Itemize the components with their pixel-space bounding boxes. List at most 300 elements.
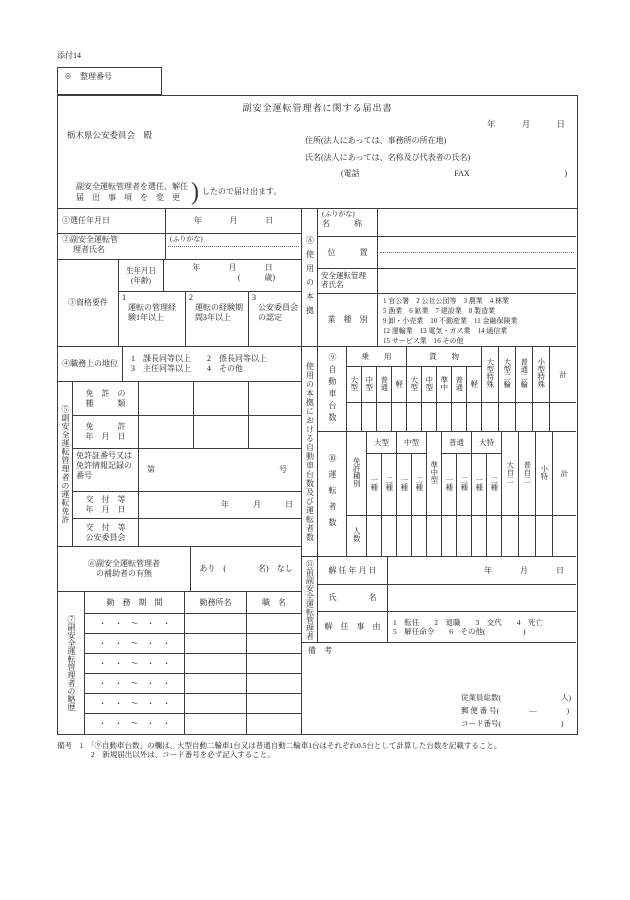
career-header-period: 勤 務 期 間	[85, 592, 185, 613]
row-appointment-date	[58, 209, 301, 234]
driver-count-vtext: ⑩運転者数	[328, 454, 337, 534]
clause-options	[76, 181, 190, 203]
note-text: 「⑨自動車台数」の欄は、大型自動二輪車1台又は普通自動二輪車1台はそれぞれ0.5台として計算した台数を記載すること。	[90, 741, 502, 750]
month-label: 月	[520, 565, 528, 575]
vtext: 二種	[459, 475, 469, 491]
career-period: ・ ・ ～ ・ ・	[85, 614, 185, 633]
former-manager-section-label	[302, 557, 318, 642]
data-cell	[457, 516, 472, 556]
year-label: 年	[487, 119, 496, 129]
label-line1: 安全運転管理	[321, 271, 366, 280]
form-grid	[58, 208, 577, 734]
base-name-field	[378, 209, 576, 236]
birthdate-ymd	[164, 263, 301, 273]
vehicles-drivers-vtext: 使用の本拠における自動車台数及び運転者数	[305, 361, 315, 542]
col-ordinary-moto2	[519, 432, 536, 516]
birthdate-field	[164, 260, 301, 291]
postal-code-field: 郵 便 番 号( — )	[461, 706, 570, 715]
col-large-special	[482, 347, 499, 403]
month-label: 月	[229, 216, 238, 225]
data-cell	[472, 516, 487, 556]
col-passenger-light	[392, 367, 407, 403]
reason-line1: 1 転任 2 退職 3 交代 4 死亡	[393, 617, 543, 627]
position-label: ④職務上の地位	[58, 347, 123, 381]
footer-notes	[57, 741, 582, 760]
notification-clause	[76, 177, 281, 207]
label-line2: 年 月 日	[85, 432, 126, 441]
vtext: 中型	[364, 375, 374, 391]
group-medium: 中型	[397, 432, 427, 454]
career-title-cell	[247, 634, 301, 653]
vtext: 二種	[384, 475, 394, 491]
career-row	[85, 674, 301, 694]
industry-label: 業 種 別	[318, 294, 378, 346]
data-cell	[422, 403, 437, 431]
former-manager-body	[318, 557, 576, 642]
data-cell	[499, 403, 516, 431]
tel-fax-line	[341, 169, 567, 179]
career-row	[85, 694, 301, 714]
code-number-field: コード番号( )	[461, 719, 564, 728]
licence-type-row	[73, 382, 301, 416]
vtext: 大型	[409, 375, 419, 391]
base-name-text: 名 称	[322, 218, 362, 228]
day-label: 日	[556, 565, 564, 575]
vtext: 小型特殊	[536, 358, 546, 389]
position-options	[123, 347, 301, 381]
vtext: 二種	[414, 475, 424, 491]
row-former-manager	[302, 557, 576, 643]
year-label: 年	[192, 263, 201, 272]
data-cell	[427, 516, 442, 556]
row-career	[58, 592, 301, 734]
note-text: 新規届出以外は、コード番号を必ず記入すること。	[102, 750, 275, 760]
vtext: 普自二	[522, 461, 532, 484]
data-cell	[397, 516, 412, 556]
vtext: 一種	[474, 475, 484, 491]
career-period: ・ ・ ～ ・ ・	[85, 654, 185, 673]
vehicle-count-vtext: ⑨自動車台数	[328, 353, 337, 425]
career-title-cell	[247, 654, 301, 673]
col-total: 計	[553, 432, 576, 516]
row-licence	[58, 382, 301, 547]
row-assistant	[58, 547, 301, 592]
vtext: 一種	[399, 475, 409, 491]
group-cargo: 貨 物	[407, 347, 482, 367]
career-office-cell	[185, 674, 247, 693]
year-label: 年	[193, 216, 202, 225]
birthdate-label-line1: 生年月日	[126, 266, 156, 276]
driver-count-section	[318, 432, 576, 556]
base-location-label: 位 置	[318, 237, 378, 268]
base-section-label	[302, 209, 318, 346]
qualification-option-2	[186, 292, 249, 346]
industry-line: 1 官公署 2 公社公団等 3 農業 4 林業	[383, 297, 509, 305]
col-small-special	[533, 347, 550, 403]
number-prefix: 第	[147, 465, 155, 474]
licence-number-field	[139, 449, 301, 491]
col-class1	[367, 454, 382, 516]
data-cell	[382, 516, 397, 556]
licence-issue-field	[139, 492, 301, 518]
career-title-cell	[247, 714, 301, 734]
year-label: 年	[221, 500, 229, 509]
licence-number-label: 免許証番号又は免許情報記録の番号	[73, 449, 139, 491]
base-manager-label	[318, 269, 378, 293]
former-name-label: 氏 名	[318, 585, 388, 611]
career-row	[85, 614, 301, 634]
vtext: 普通	[379, 375, 389, 391]
form-title: 副安全運転管理者に関する届出書	[242, 103, 393, 113]
col-class1	[397, 454, 412, 516]
base-manager-row	[318, 269, 576, 294]
licence-section-label	[58, 382, 73, 546]
col-class2	[457, 454, 472, 516]
position-options-line1: 1 課長同等以上 2 係長同等以上	[131, 354, 267, 363]
vehicle-count-section	[318, 347, 576, 432]
header-date-line	[487, 119, 565, 130]
furigana-label: (ふりがな)	[322, 210, 355, 218]
month-label: 月	[253, 500, 261, 509]
dismissal-reason-label: 解 任 事 由	[318, 612, 388, 642]
vtext: 普通二輪	[519, 358, 529, 389]
vtext: 大自二	[505, 461, 515, 484]
col-cargo-medium	[422, 367, 437, 403]
licence-psc-row	[73, 519, 301, 546]
position-options-line2: 3 主任同等以上 4 その他	[131, 364, 243, 373]
vtext: 軽	[394, 379, 404, 388]
col-passenger-ordinary	[377, 367, 392, 403]
assistant-field: あり ( 名) なし	[199, 564, 293, 573]
attachment-number: 添付14	[57, 51, 81, 60]
left-column	[58, 209, 302, 734]
licence-date-cell-1	[139, 416, 194, 448]
data-cell	[487, 516, 502, 556]
qualification-option-1	[119, 292, 186, 346]
industry-line: 9 卸・小売業 10 不動産業 11 金融保険業	[383, 317, 518, 325]
row-qualification	[58, 260, 301, 347]
industry-options	[378, 294, 576, 346]
note-number: 2	[91, 750, 95, 760]
licence-date-cell-3	[249, 416, 301, 448]
data-cell	[437, 403, 452, 431]
footer-note-2	[57, 750, 582, 759]
data-cell	[377, 403, 392, 431]
totals-block	[461, 691, 571, 730]
col-small-special2	[536, 432, 553, 516]
vehicle-count-table-wrap	[347, 347, 576, 431]
vtext: 小特	[539, 464, 549, 480]
licence-type-cell-3	[249, 382, 301, 415]
option-text: 運転の経験期間3年以上	[195, 303, 243, 322]
col-ordinary-motorcycle	[516, 347, 533, 403]
career-period: ・ ・ ～ ・ ・	[85, 674, 185, 693]
career-header-office: 勤務所名	[185, 592, 247, 613]
day-label: 日	[264, 263, 273, 272]
label-line1: 交 付 等	[85, 522, 126, 532]
col-class2	[412, 454, 427, 516]
qualification-body	[119, 260, 301, 346]
row-manager-name	[58, 234, 301, 260]
vtext: 免許種別	[352, 457, 362, 488]
col-class1	[472, 454, 487, 516]
label-line1: 交 付 等	[85, 495, 126, 504]
licence-type-cell-2	[194, 382, 249, 415]
former-manager-vtext: ⑪前副安全運転管理者	[305, 559, 315, 640]
data-cell	[367, 516, 382, 556]
age-field: ( 歳)	[237, 273, 275, 282]
form-body	[57, 95, 578, 735]
note-number: 1	[79, 741, 84, 750]
data-cell	[407, 403, 422, 431]
manager-name-label-line2: 理者氏名	[73, 245, 105, 254]
label-line2: 年 月 日	[85, 505, 126, 514]
data-cell	[533, 403, 550, 431]
furigana-label: (ふりがな)	[170, 235, 203, 243]
name-line: 氏名(法人にあっては、名称及び代表者の氏名)	[305, 153, 471, 162]
licence-issue-row	[73, 492, 301, 519]
group-passenger: 乗 用	[347, 347, 407, 367]
birthdate-row	[119, 260, 301, 292]
vtext: 一種	[444, 475, 454, 491]
vtext: 人数	[352, 527, 362, 543]
col-semimedium	[427, 432, 442, 516]
birthdate-label-line2: (年齢)	[131, 275, 151, 285]
tel-label: (電話	[341, 169, 360, 178]
career-section-vtext: ⑦副安全運転管理者の略歴	[67, 615, 76, 711]
label-line2: 者氏名	[321, 280, 344, 290]
licence-date-label	[73, 416, 139, 448]
option-text: 運転の管理経験1年以上	[128, 303, 176, 322]
month-label: 月	[521, 119, 531, 129]
base-location-field	[378, 237, 576, 268]
career-office-cell	[185, 614, 247, 633]
col-large-motorcycle	[499, 347, 516, 403]
vtext: 二種	[489, 475, 499, 491]
industry-line: 12 運輸業 13 電気・ガス業 14 通信業	[383, 327, 508, 335]
fax-label: FAX	[454, 169, 470, 178]
col-large-moto2	[502, 432, 519, 516]
dismissal-date-row	[318, 557, 576, 585]
career-period: ・ ・ ～ ・ ・	[85, 634, 185, 653]
vtext: 大型二輪	[502, 358, 512, 389]
base-body	[318, 209, 576, 346]
dismissal-date-label: 解 任 年 月 日	[318, 557, 388, 584]
clause-suffix: したので届け出ます。	[202, 187, 282, 196]
vehicle-count-label	[318, 347, 347, 431]
option-number: 2	[189, 293, 193, 302]
clause-line-1: 副安全運転管理者を選任、解任	[76, 182, 188, 191]
career-header-title: 職 名	[262, 597, 286, 607]
vtext: 大型	[349, 375, 359, 391]
option-number: 3	[252, 293, 256, 302]
year-label: 年	[484, 565, 492, 575]
industry-line: 15 サービス業 16 その他	[383, 337, 464, 345]
vehicles-drivers-section-label	[302, 347, 318, 556]
label-line2: 種 類	[85, 398, 126, 408]
data-cell	[502, 516, 519, 556]
vtext: 準中	[439, 375, 449, 391]
day-label: 日	[556, 119, 565, 129]
birthdate-label	[119, 260, 164, 291]
data-cell	[392, 403, 407, 431]
licence-psc-field	[139, 519, 301, 546]
licence-date-cell-2	[194, 416, 249, 448]
former-name-field	[388, 585, 576, 611]
clause-line-2: 届 出 事 項 を 変 更	[76, 193, 180, 202]
clause-bracket: )	[191, 178, 199, 206]
group-large-special: 大特	[472, 432, 502, 454]
former-name-row	[318, 585, 576, 612]
career-office-cell	[185, 634, 247, 653]
col-cargo-light	[467, 367, 482, 403]
licence-kind-label	[347, 432, 367, 516]
remarks-label: 備 考	[308, 646, 332, 655]
manager-name-field	[166, 234, 301, 259]
career-row	[85, 654, 301, 674]
vehicle-count-table	[347, 347, 576, 431]
data-cell	[362, 403, 377, 431]
licence-date-row	[73, 416, 301, 449]
day-label: 日	[265, 216, 274, 225]
employee-total-field: 従業員総数( 人)	[461, 693, 571, 702]
qualification-label: ③資格要件	[58, 260, 119, 346]
data-cell	[467, 403, 482, 431]
data-cell	[442, 516, 457, 556]
career-section-label	[58, 592, 85, 734]
footer-label: 備考	[57, 741, 72, 750]
col-passenger-large	[347, 367, 362, 403]
licence-body	[73, 382, 301, 546]
qualification-option-3	[249, 292, 301, 346]
career-title-cell	[247, 674, 301, 693]
licence-type-label	[73, 382, 139, 415]
vtext: 準中型	[429, 461, 439, 484]
addressee: 栃木県公安委員会 殿	[67, 130, 153, 140]
industry-line: 5 漁業 6 鉱業 7 建設業 8 製造業	[383, 307, 495, 315]
manager-name-label-line1: ②副安全運転管	[62, 235, 118, 244]
data-cell	[516, 403, 533, 431]
footer-note-1	[57, 741, 582, 750]
career-row	[85, 634, 301, 654]
vtext: 大型特殊	[485, 358, 495, 389]
base-name-label	[318, 209, 378, 236]
base-industry-row	[318, 294, 576, 346]
career-row	[85, 714, 301, 734]
career-office-cell	[185, 714, 247, 734]
col-cargo-ordinary	[452, 367, 467, 403]
data-cell	[347, 403, 362, 431]
driver-count-table	[347, 432, 576, 556]
career-table	[85, 592, 301, 734]
career-office-cell	[185, 694, 247, 713]
label-line1: 免 許 の	[85, 388, 126, 398]
vtext: 中型	[424, 375, 434, 391]
dismissal-date-field	[388, 557, 576, 584]
assistant-label-line1: ⑥副安全運転管理者	[88, 559, 160, 568]
location-dotted-line	[380, 252, 574, 253]
furigana-dotted-line	[168, 246, 299, 247]
data-cell	[550, 403, 576, 431]
data-cell	[553, 516, 576, 556]
row-base-of-use	[302, 209, 576, 347]
right-column	[302, 209, 576, 734]
col-total: 計	[550, 347, 576, 403]
assistant-label-line2: の補助者の有無	[96, 569, 152, 578]
label-line2: 公安委員会	[85, 532, 126, 542]
driver-count-label	[318, 432, 347, 556]
licence-number-row	[73, 449, 301, 492]
career-title-cell	[247, 694, 301, 713]
dismissal-reason-row	[318, 612, 576, 642]
close-paren: )	[564, 169, 567, 178]
manager-name-label	[58, 234, 166, 259]
driver-count-table-wrap	[347, 432, 576, 556]
career-period: ・ ・ ～ ・ ・	[85, 694, 185, 713]
remarks-section	[302, 643, 576, 734]
career-period: ・ ・ ～ ・ ・	[85, 714, 185, 734]
col-cargo-large	[407, 367, 422, 403]
number-suffix: 号	[279, 465, 287, 474]
group-large: 大型	[367, 432, 397, 454]
appointment-date-label: ①選任年月日	[58, 209, 166, 233]
assistant-label	[58, 547, 191, 591]
vehicles-drivers-body	[318, 347, 576, 556]
dismissal-reason-options	[388, 612, 576, 642]
base-location-row	[318, 237, 576, 269]
vtext: 普通	[454, 375, 464, 391]
address-line: 住所(法人にあっては、事務所の所在地)	[305, 136, 447, 145]
data-cell	[482, 403, 499, 431]
registration-number-box	[57, 67, 162, 95]
people-count-label	[347, 516, 367, 556]
col-cargo-semimedium	[437, 367, 452, 403]
career-header-row	[85, 592, 301, 614]
qualification-options-row	[119, 292, 301, 346]
licence-issue-label	[73, 492, 139, 518]
licence-section-vtext: ⑤副安全運転管理者の運転免許	[61, 404, 70, 524]
col-class1	[442, 454, 457, 516]
day-label: 日	[285, 500, 293, 509]
appointment-date-field	[166, 209, 301, 233]
base-section-vtext: ⑧使用の本拠	[305, 235, 315, 320]
col-class2	[382, 454, 397, 516]
month-label: 月	[228, 263, 237, 272]
registration-number-label: ※ 整理番号	[64, 72, 112, 81]
data-cell	[412, 516, 427, 556]
data-cell	[452, 403, 467, 431]
base-manager-field	[378, 269, 576, 293]
row-vehicles-drivers	[302, 347, 576, 557]
col-passenger-medium	[362, 367, 377, 403]
career-office-cell	[185, 654, 247, 673]
base-name-row	[318, 209, 576, 237]
data-cell	[519, 516, 536, 556]
data-cell	[536, 516, 553, 556]
row-position	[58, 347, 301, 382]
licence-psc-label	[73, 519, 139, 546]
option-text: 公安委員会の認定	[258, 303, 298, 322]
career-title-cell	[247, 614, 301, 633]
vtext: 一種	[369, 475, 379, 491]
label-line1: 免 許	[85, 422, 126, 431]
licence-type-cell-1	[139, 382, 194, 415]
option-number: 1	[122, 293, 126, 302]
col-class2	[487, 454, 502, 516]
reason-line2: 5 解任命令 6 その他( )	[393, 627, 526, 636]
group-ordinary: 普通	[442, 432, 472, 454]
vtext: 軽	[469, 379, 479, 388]
